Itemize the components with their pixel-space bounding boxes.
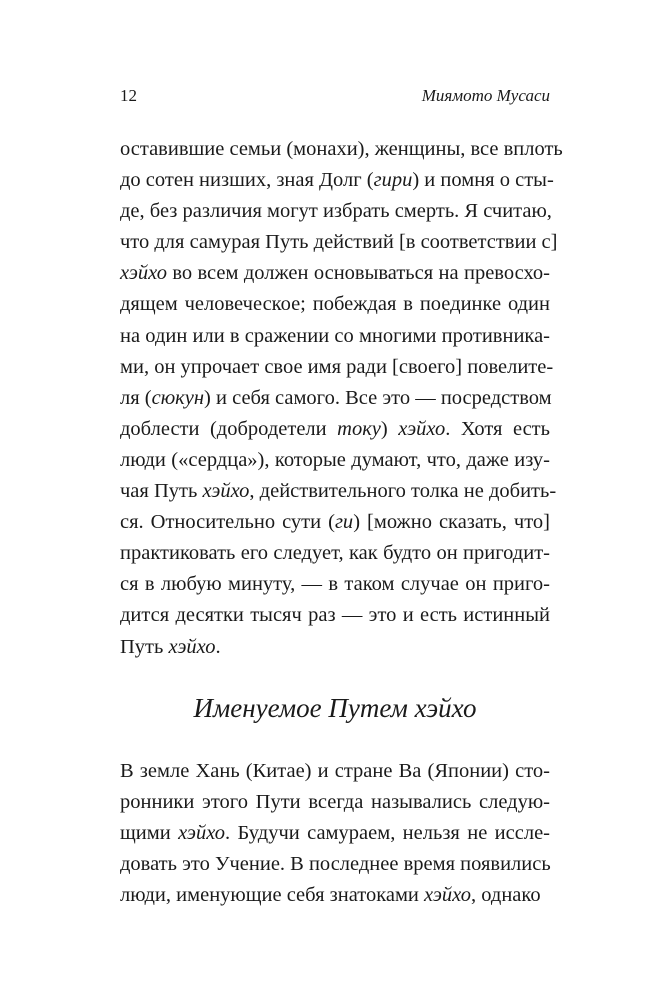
text-run: люди («сердца»), которые думают, что, даже изу- [120,448,550,471]
text-run: ) [380,417,399,440]
text-line [120,880,550,911]
text-line [120,414,550,445]
text-run: на один или в сражении со многими противника- [120,324,550,347]
text-run: щими [120,822,179,845]
running-title: Миямото Мусаси [421,86,550,105]
text-run: люди, именующие себя знатоками [120,884,425,907]
text-run: ) [можно сказать, что] [353,511,550,534]
text-line [120,134,563,165]
text-run: довать это Учение. В последнее время появились [120,853,551,876]
italic-term: ги [334,511,354,534]
text-run: ронники этого Пути всегда назывались следую- [120,791,550,814]
text-line [120,227,558,258]
text-line [120,258,550,289]
text-line [120,352,554,383]
text-run: де, без различия могут избрать смерть. Я считаю, [120,200,552,223]
running-header [120,84,550,108]
text-run: , однако [471,884,541,907]
italic-term: сюкун [151,386,205,409]
text-line [120,632,550,663]
text-line [120,569,550,600]
text-line [120,756,550,787]
text-run: во всем должен основываться на превосхо- [166,262,550,285]
text-run: ся. Относительно сути ( [120,511,335,534]
page-number: 12 [120,86,137,105]
text-run: оставившие семьи (монахи), женщины, все вплоть [120,138,563,160]
text-run: , действительного толка не добить- [249,480,557,503]
italic-term: току [337,417,381,440]
italic-term: хэйхо [202,480,250,503]
italic-term: гири [373,169,413,192]
italic-term: хэйхо [168,635,216,658]
text-run: практиковать его следует, как будто он пригодит- [120,542,550,565]
text-line [120,165,554,196]
text-run: дится десятки тысяч раз — это и есть истинный [120,604,550,627]
text-run: ) и помня о сты- [412,169,554,192]
text-line [120,818,550,849]
text-run: доблести (добродетели [120,417,338,440]
text-run: . [215,635,221,658]
text-run: ля ( [120,386,152,409]
text-line [120,196,550,227]
text-run: . Будучи самураем, нельзя не иссле- [225,822,550,845]
text-line [120,787,550,818]
italic-term: хэйхо [398,417,446,440]
text-line [120,849,550,880]
text-run: что для самурая Путь действий [в соответствии с] [120,231,558,254]
text-run: В земле Хань (Китае) и стране Ва (Японии) сто- [120,760,550,782]
text-run: ) и себя самого. Все это — посредством [204,386,552,409]
text-run: Путь [120,635,169,658]
text-line [120,445,550,476]
text-line [120,383,550,414]
text-run: ми, он упрочает свое имя ради [своего] повелите- [120,355,554,378]
italic-term: хэйхо [424,884,471,907]
body-paragraph-1 [120,134,563,663]
section-heading: Именуемое Путем хэйхо [193,693,477,723]
text-line [120,289,550,320]
italic-term: хэйхо [120,262,167,285]
text-line [120,321,550,352]
text-line [120,600,550,631]
text-line [120,507,550,538]
body-paragraph-2 [120,756,550,911]
italic-term: хэйхо [178,822,226,845]
text-line [120,538,550,569]
text-run: ся в любую минуту, — в таком случае он приго- [120,573,550,596]
text-run: . Хотя есть [445,417,550,440]
text-line [120,476,557,507]
text-run: до сотен низших, зная Долг ( [120,169,374,192]
text-run: чая Путь [120,480,203,503]
text-run: дящем человеческое; побеждая в поединке один [120,293,550,316]
